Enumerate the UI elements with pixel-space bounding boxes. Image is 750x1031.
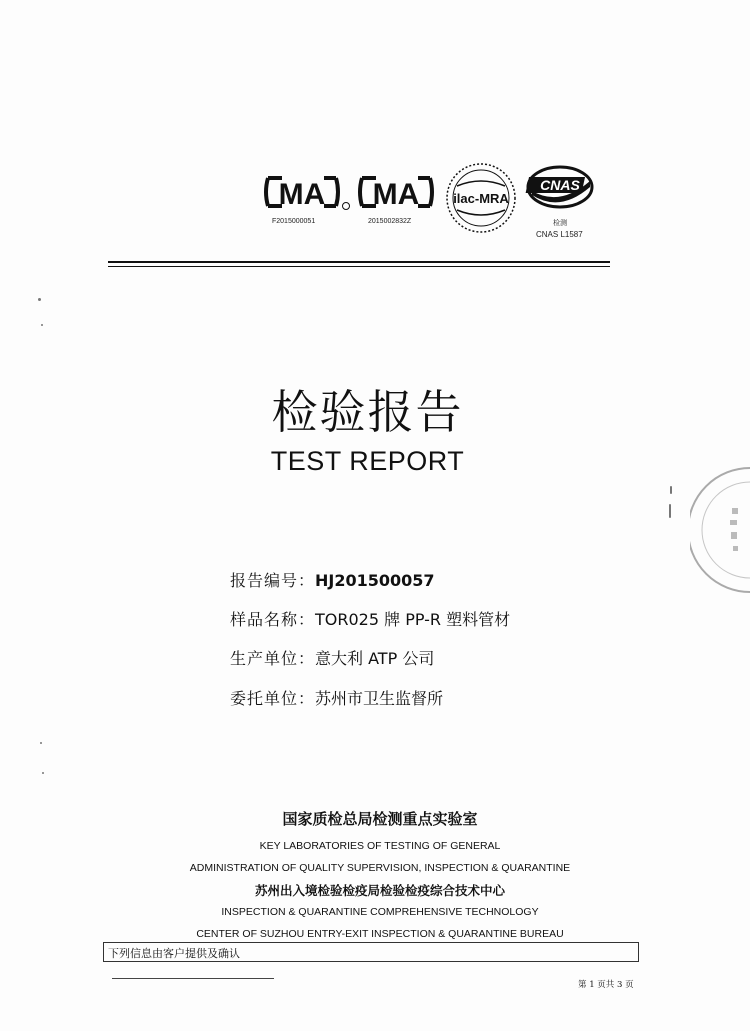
cma-logo xyxy=(262,170,350,214)
official-seal xyxy=(690,460,750,604)
svg-text:MA: MA xyxy=(372,178,420,211)
manufacturer-label: 生产单位： xyxy=(230,649,316,668)
ilac-mra-logo xyxy=(443,158,519,238)
client-label: 委托单位： xyxy=(230,689,316,708)
client-value: 苏州市卫生监督所 xyxy=(315,689,444,708)
report-title-en: TEST REPORT xyxy=(270,446,465,476)
report-title-cn: 检验报告 xyxy=(271,385,464,439)
cnas-code: CNAS L1587 xyxy=(536,230,583,239)
svg-text:CNAS: CNAS xyxy=(540,177,580,193)
report-number-label: 报告编号： xyxy=(230,571,316,590)
manufacturer-value: 意大利 ATP 公司 xyxy=(315,649,435,668)
center-name-en-2: CENTER OF SUZHOU ENTRY-EXIT INSPECTION & QUARANTINE BUREAU xyxy=(196,928,564,940)
cma-code-1: F2015000051 xyxy=(272,218,316,225)
sample-name-label: 样品名称： xyxy=(230,610,316,629)
report-number-row xyxy=(230,568,435,591)
cma-logo-2 xyxy=(356,170,436,214)
sample-name-value: TOR025 牌 PP-R 塑料管材 xyxy=(315,610,511,629)
cnas-logo xyxy=(524,163,596,215)
center-name-cn: 苏州出入境检验检疫局检验检疫综合技术中心 xyxy=(254,883,505,898)
page-indicator: 第 1 页共 3 页 xyxy=(578,980,634,990)
sample-name-row xyxy=(230,607,510,630)
lab-name-en-2: ADMINISTRATION OF QUALITY SUPERVISION, INSPECTION & QUARANTINE xyxy=(189,862,571,874)
lab-name-cn: 国家质检总局检测重点实验室 xyxy=(282,810,478,828)
header-rule-thick xyxy=(108,261,610,263)
report-number-value: HJ201500057 xyxy=(315,571,435,590)
svg-text:ilac-MRA: ilac-MRA xyxy=(453,191,509,206)
svg-text:MA: MA xyxy=(278,178,326,211)
client-info-box xyxy=(103,942,639,962)
cma-code-2: 2015002832Z xyxy=(368,218,412,225)
lab-name-en-1: KEY LABORATORIES OF TESTING OF GENERAL xyxy=(259,840,501,852)
center-name-en-1: INSPECTION & QUARANTINE COMPREHENSIVE TECHNOLOGY xyxy=(221,906,539,918)
client-info-note: 下列信息由客户提供及确认 xyxy=(108,947,240,960)
header-rule-thin xyxy=(108,266,610,267)
manufacturer-row xyxy=(230,646,434,669)
cnas-cn-label: 检测 xyxy=(553,219,567,227)
client-row xyxy=(230,686,443,709)
signature-line xyxy=(112,978,274,979)
